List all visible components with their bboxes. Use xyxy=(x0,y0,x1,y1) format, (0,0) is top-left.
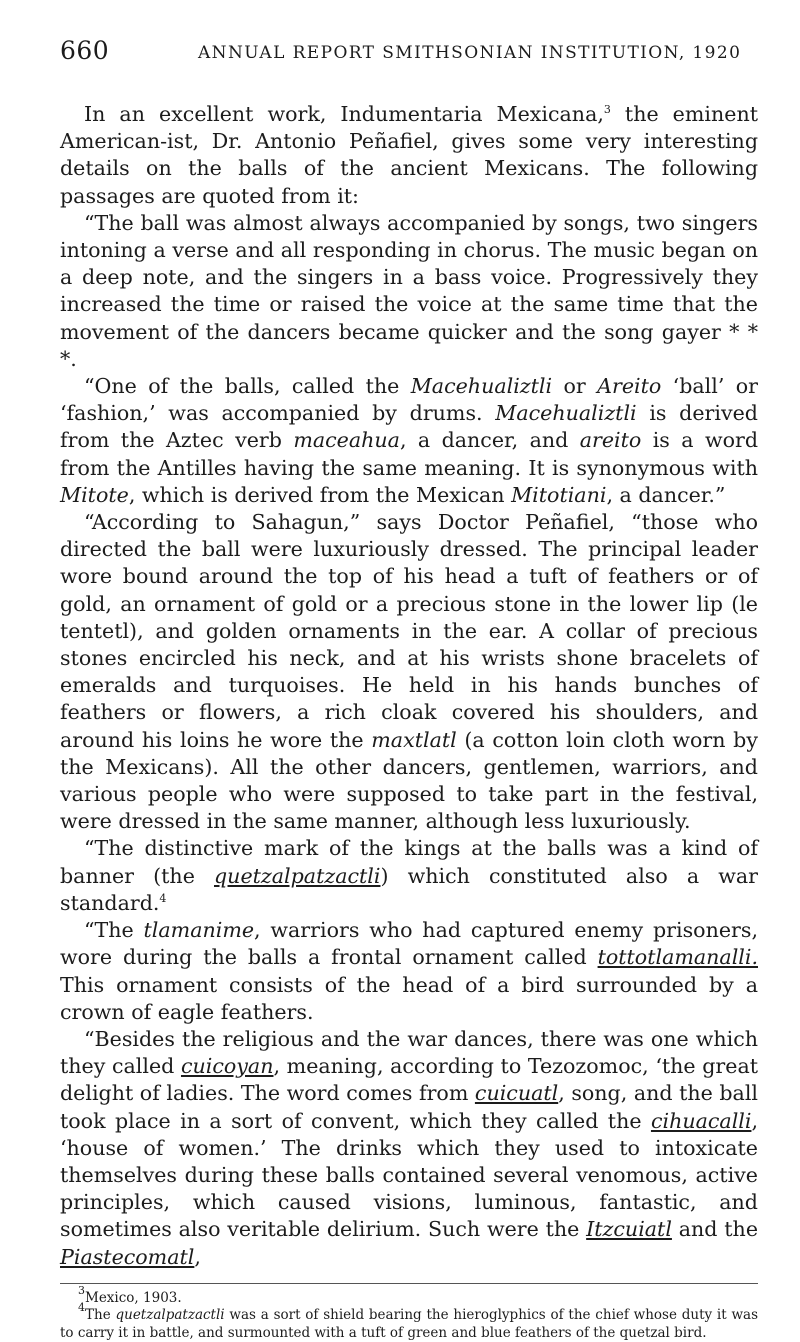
text-run: , a dancer, and xyxy=(399,428,580,453)
text-run: (a cotton loin cloth worn by the Mexicans). All the other dancers, gentlemen, warriors, and various people who were supposed to take part in the festival, were dressed in the same manner, although less luxuriously. xyxy=(60,727,758,834)
italic-term: tlamanime xyxy=(143,918,255,943)
paragraph-cuicoyan xyxy=(60,1026,758,1271)
paragraph-intro xyxy=(60,101,758,210)
text-run: or xyxy=(552,374,598,399)
italic-term: Mitotiani xyxy=(511,482,607,507)
italic-term: areito xyxy=(579,428,642,453)
footnote-mark: 4 xyxy=(78,1301,85,1315)
italic-term: quetzalpatzactli xyxy=(214,863,381,888)
footnote-divider xyxy=(60,1283,758,1284)
italic-term: Macehualiztli xyxy=(495,401,637,426)
text-run: and the xyxy=(671,1217,759,1242)
footnote-4 xyxy=(60,1301,758,1342)
text-run: , a dancer.” xyxy=(606,482,726,507)
italic-term: Mitote xyxy=(60,482,129,507)
text-run: This ornament consists of the head of a bird surrounded by a crown of eagle feathers. xyxy=(60,972,758,1024)
running-head: ANNUAL REPORT SMITHSONIAN INSTITUTION, 1920 xyxy=(198,43,742,63)
book-page xyxy=(60,36,758,1342)
paragraph-tlamanime xyxy=(60,917,758,1026)
footnote-text: The xyxy=(85,1307,116,1324)
paragraph-banner xyxy=(60,835,758,917)
text-run: , meaning, according to Tezozomoc, ‘the great delight of ladies. The word comes from xyxy=(60,1054,758,1106)
footnote-ref-3: 3 xyxy=(603,103,611,116)
italic-term: Itzcuiatl xyxy=(586,1217,672,1242)
text-run: , which is derived from the Mexican xyxy=(128,482,512,507)
text-run: “The xyxy=(84,918,144,943)
footnote-text: was a sort of shield bearing the hieroglyphics of the chief whose duty it was to carry it in battle, and surmounted with a tuft of green and blue feathers of the quetzal bird. xyxy=(60,1307,758,1341)
page-header xyxy=(60,36,758,70)
italic-term: Areito xyxy=(597,374,662,399)
italic-term: maxtlatl xyxy=(371,727,457,752)
text-run: ‘ball’ or ‘fashion,’ was accompanied by drums. xyxy=(60,374,759,426)
text-run: “Besides the religious and the war dances, there was one which they called xyxy=(60,1026,758,1079)
footnote-text: Mexico, 1903. xyxy=(85,1289,182,1306)
footnotes xyxy=(60,1283,758,1342)
text-run: “According to Sahagun,” says Doctor Peñafiel, “those who directed the ball were luxuriously dressed. The principal leader wore bound around the top of his head a tuft of feathers or of gold, an ornament of gold or a precious stone in the lower lip (le tentetl), and golden ornaments in the ear. A collar of precious stones encircled his neck, and at his wrists shone bracelets of emeralds and turquoises. He held in his hands bunches of feathers or flowers, a rich cloak covered his shoulders, and around his loins he wore the xyxy=(60,510,758,752)
paragraph-singing: “The ball was almost always accompanied by songs, two singers intoning a verse and all responding in chorus. The music began on a deep note, and the singers in a bass voice. Progressively they increased the time or raised the voice at the same time that the movement of the dancers became quicker and the song gayer * * *. xyxy=(60,210,758,371)
footnote-mark: 3 xyxy=(78,1283,85,1297)
text-run: is derived from the Aztec verb xyxy=(60,401,758,453)
text-run: In an excellent work, Indumentaria Mexicana, xyxy=(84,102,604,126)
italic-term: tottotlamanalli. xyxy=(597,945,758,970)
paragraph-sahagun xyxy=(60,509,758,835)
text-run: “One of the balls, called the xyxy=(84,374,411,399)
text-run: , warriors who had captured enemy prisoners, wore during the balls a frontal ornament called xyxy=(60,918,758,970)
text-run: the eminent American-ist, Dr. Antonio Peñafiel, gives some very interesting details on the balls of the ancient Mexicans. The following passages are quoted from it: xyxy=(60,102,758,208)
italic-term: cihuacalli xyxy=(650,1108,752,1133)
italic-term: Piastecomatl xyxy=(60,1244,195,1269)
text-run: is a word from the Antilles having the same meaning. It is synonymous with xyxy=(60,428,758,480)
text-run: “The distinctive mark of the kings at the balls was a kind of banner (the xyxy=(60,836,758,888)
italic-term: cuicuatl xyxy=(474,1081,559,1106)
footnote-3 xyxy=(60,1283,758,1308)
page-number: 660 xyxy=(60,36,110,65)
text-run: , xyxy=(194,1244,201,1269)
italic-term: cuicoyan xyxy=(180,1054,274,1079)
italic-term: quetzalpatzactli xyxy=(115,1307,225,1324)
italic-term: Macehualiztli xyxy=(410,374,553,399)
footnote-ref-4: 4 xyxy=(159,891,167,905)
paragraph-macehualiztli xyxy=(60,373,758,509)
body-text xyxy=(60,101,758,1271)
text-run: , ‘house of women.’ The drinks which they used to intoxicate themselves during these balls contained several venomous, active principles, which caused visions, luminous, fantastic, and sometimes also veritable delirium. Such were the xyxy=(60,1108,758,1242)
text-run: ) which constituted also a war standard. xyxy=(60,863,758,915)
italic-term: maceahua xyxy=(293,428,400,453)
text-run: , song, and the ball took place in a sort of convent, which they called the xyxy=(60,1081,759,1133)
